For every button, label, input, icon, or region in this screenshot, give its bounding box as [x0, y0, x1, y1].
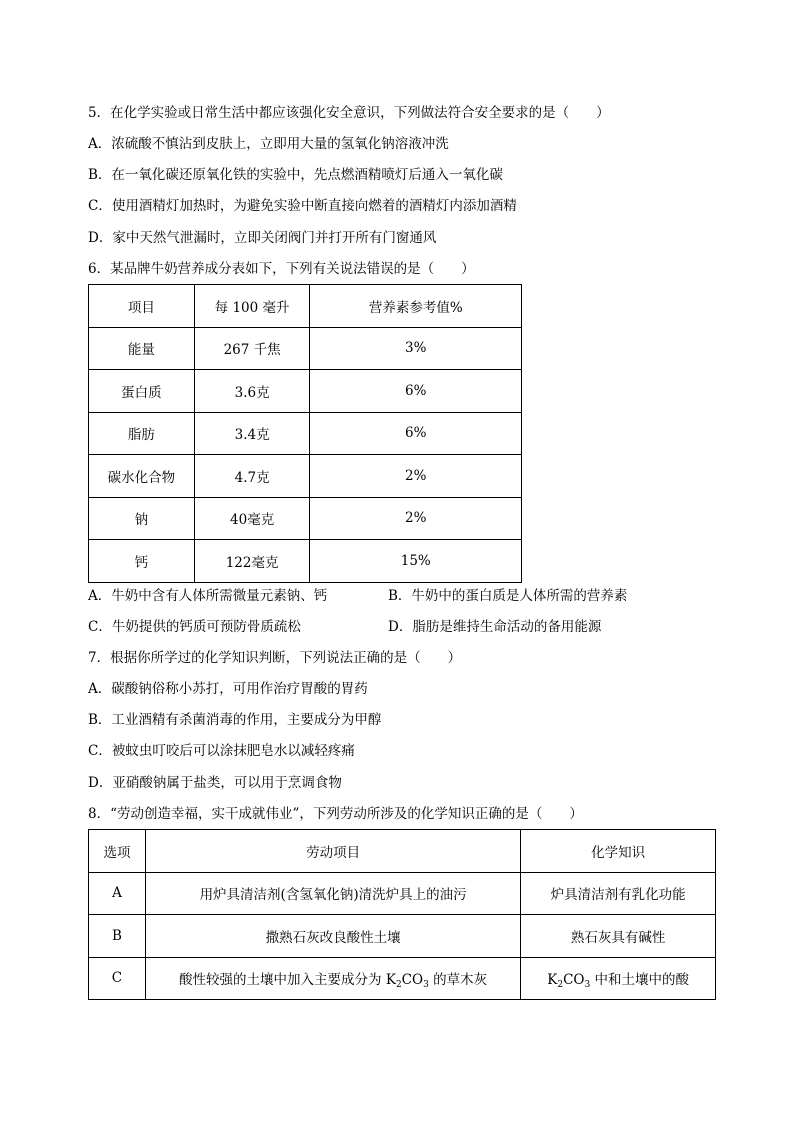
table-cell: 6% [310, 412, 522, 455]
table-cell: 40毫克 [194, 497, 310, 540]
header-chemistry-knowledge: 化学知识 [521, 830, 716, 873]
question-6-option-d: D．脂肪是维持生命活动的备用能源 [388, 619, 602, 635]
header-item: 项目 [89, 285, 195, 328]
table-row [89, 540, 522, 583]
table-cell: A [89, 872, 146, 915]
table-cell: 钠 [89, 497, 195, 540]
table-cell: 4.7克 [194, 455, 310, 498]
question-7-option-d: D．亚硝酸钠属于盐类，可以用于烹调食物 [88, 775, 342, 791]
table-row [89, 915, 716, 958]
question-6-stem: 6．某品牌牛奶营养成分表如下，下列有关说法错误的是（ ） [88, 261, 475, 277]
table-cell: 122毫克 [194, 540, 310, 583]
table-cell: 蛋白质 [89, 370, 195, 413]
cell-text: 酸性较强的土壤中加入主要成分为 K [179, 972, 396, 989]
cell-text: K [547, 972, 558, 989]
table-cell: 2% [310, 455, 522, 498]
question-5-stem: 5．在化学实验或日常生活中都应该强化安全意识，下列做法符合安全要求的是（ ） [88, 105, 610, 121]
table-cell: 钙 [89, 540, 195, 583]
question-5-option-d: D．家中天然气泄漏时，立即关闭阀门并打开所有门窗通风 [88, 230, 437, 246]
question-6-option-b: B．牛奶中的蛋白质是人体所需的营养素 [388, 588, 628, 604]
table-row [89, 455, 522, 498]
table-cell: 碳水化合物 [89, 455, 195, 498]
table-cell: B [89, 915, 146, 958]
table-cell: 熟石灰具有碱性 [521, 915, 716, 958]
question-7-stem: 7．根据你所学过的化学知识判断，下列说法正确的是（ ） [88, 650, 462, 666]
table-row [89, 370, 522, 413]
question-5-option-c: C．使用酒精灯加热时，为避免实验中断直接向燃着的酒精灯内添加酒精 [88, 198, 517, 214]
table-cell: 15% [310, 540, 522, 583]
question-7-option-c: C．被蚊虫叮咬后可以涂抹肥皂水以减轻疼痛 [88, 743, 355, 759]
table-header-row [89, 830, 716, 873]
table-cell [521, 957, 716, 1000]
question-7-option-a: A．碳酸钠俗称小苏打，可用作治疗胃酸的胃药 [88, 681, 368, 697]
header-per-100ml: 每 100 毫升 [194, 285, 310, 328]
question-6-option-c: C．牛奶提供的钙质可预防骨质疏松 [88, 619, 301, 635]
question-5-option-a: A．浓硫酸不慎沾到皮肤上，立即用大量的氢氧化钠溶液冲洗 [88, 136, 449, 152]
subscript: 3 [423, 980, 429, 991]
table-cell: 3.4克 [194, 412, 310, 455]
table-cell: C [89, 957, 146, 1000]
cell-text: CO [563, 972, 585, 989]
question-5-option-b: B．在一氧化碳还原氧化铁的实验中，先点燃酒精喷灯后通入一氧化碳 [88, 167, 503, 183]
cell-text: CO [401, 972, 424, 989]
table-cell: 3% [310, 327, 522, 370]
table-header-row [89, 285, 522, 328]
table-cell: 2% [310, 497, 522, 540]
table-row [89, 497, 522, 540]
table-cell: 能量 [89, 327, 195, 370]
labor-knowledge-table [88, 829, 716, 1000]
table-row [89, 872, 716, 915]
table-row [89, 327, 522, 370]
table-cell: 撒熟石灰改良酸性土壤 [145, 915, 520, 958]
header-nrv: 营养素参考值% [310, 285, 522, 328]
subscript: 3 [584, 980, 591, 991]
question-6-option-a: A．牛奶中含有人体所需微量元素钠、钙 [88, 588, 328, 604]
table-cell: 3.6克 [194, 370, 310, 413]
question-8-stem: 8．“劳动创造幸福，实干成就伟业”，下列劳动所涉及的化学知识正确的是（ ） [88, 806, 583, 822]
table-cell: 脂肪 [89, 412, 195, 455]
subscript: 2 [395, 980, 402, 991]
header-labor-project: 劳动项目 [145, 830, 520, 873]
table-cell: 267 千焦 [194, 327, 310, 370]
nutrition-table [88, 284, 522, 583]
header-option: 选项 [89, 830, 146, 873]
table-row [89, 412, 522, 455]
question-7-option-b: B．工业酒精有杀菌消毒的作用，主要成分为甲醇 [88, 712, 382, 728]
cell-text: 中和土壤中的酸 [590, 972, 690, 989]
cell-text: 的草木灰 [428, 972, 488, 989]
table-cell: 用炉具清洁剂(含氢氧化钠)清洗炉具上的油污 [145, 872, 520, 915]
table-cell [145, 957, 520, 1000]
table-cell: 炉具清洁剂有乳化功能 [521, 872, 716, 915]
table-cell: 6% [310, 370, 522, 413]
subscript: 2 [557, 980, 564, 991]
table-row [89, 957, 716, 1000]
